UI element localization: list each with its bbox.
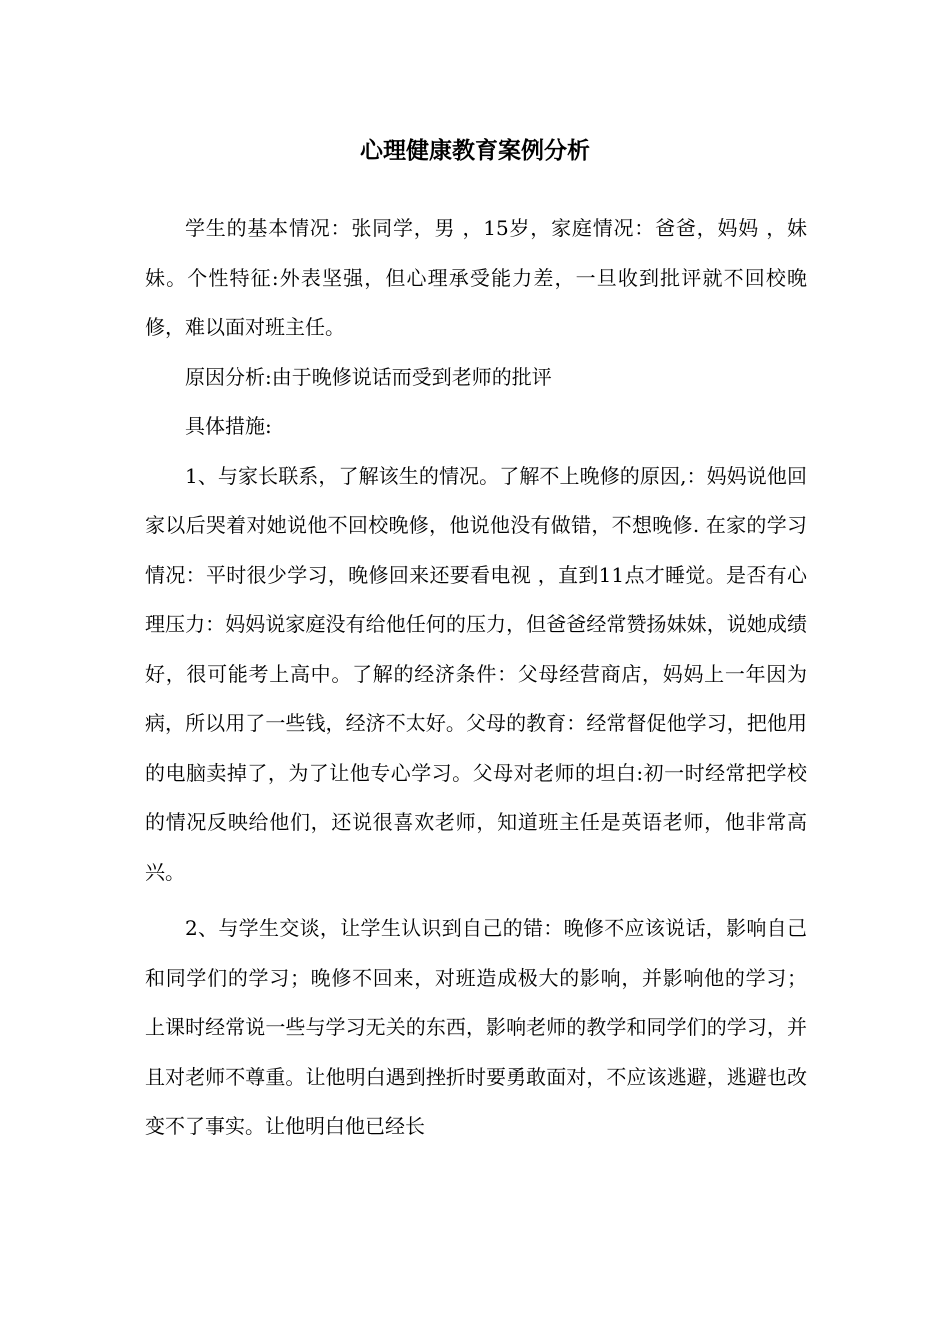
paragraph-measures-heading: 具体措施: (185, 414, 272, 438)
paragraph-measure-1: 1、与家长联系，了解该生的情况。了解不上晚修的原因,：妈妈说他回家以后哭着对她说他不回校晚修，他说他没有做错，不想晚修. 在家的学习情况：平时很少学习，晚修回来还要看电视 ，直到11点才睡觉。是否有心理压力：妈妈说家庭没有给他任何的压力，但爸爸经常赞扬妹妹，说她成绩好，很可能考上高中。了解的经济条件：父母经营商店，妈妈上一年因为病，所以用了一些钱，经济不太好。父母的教育：经常督促他学习，把他用的电脑卖掉了，为了让他专心学习。父母对老师的坦白:初一时经常把学校的情况反映给他们，还说很喜欢老师，知道班主任是英语老师，他非常高兴。 (145, 463, 807, 884)
paragraph-basic-info: 学生的基本情况：张同学，男 ，15岁，家庭情况：爸爸，妈妈 ，妹妹。个性特征:外表坚强，但心理承受能力差，一旦收到批评就不回校晚修，难以面对班主任。 (145, 216, 807, 339)
paragraph-measure-2: 2、与学生交谈，让学生认识到自己的错：晚修不应该说话，影响自己和同学们的学习；晚修不回来，对班造成极大的影响，并影响他的学习； 上课时经常说一些与学习无关的东西，影响老师的教学和同学们的学习，并且对老师不尊重。让他明白遇到挫折时要勇敢面对，不应该逃避，逃避也改变不了事实。让他明白他已经长 (145, 916, 807, 1138)
document-body (145, 204, 807, 1152)
document-title: 心理健康教育案例分析 (360, 137, 590, 164)
paragraph-cause-analysis: 原因分析:由于晚修说话而受到老师的批评 (185, 364, 552, 389)
